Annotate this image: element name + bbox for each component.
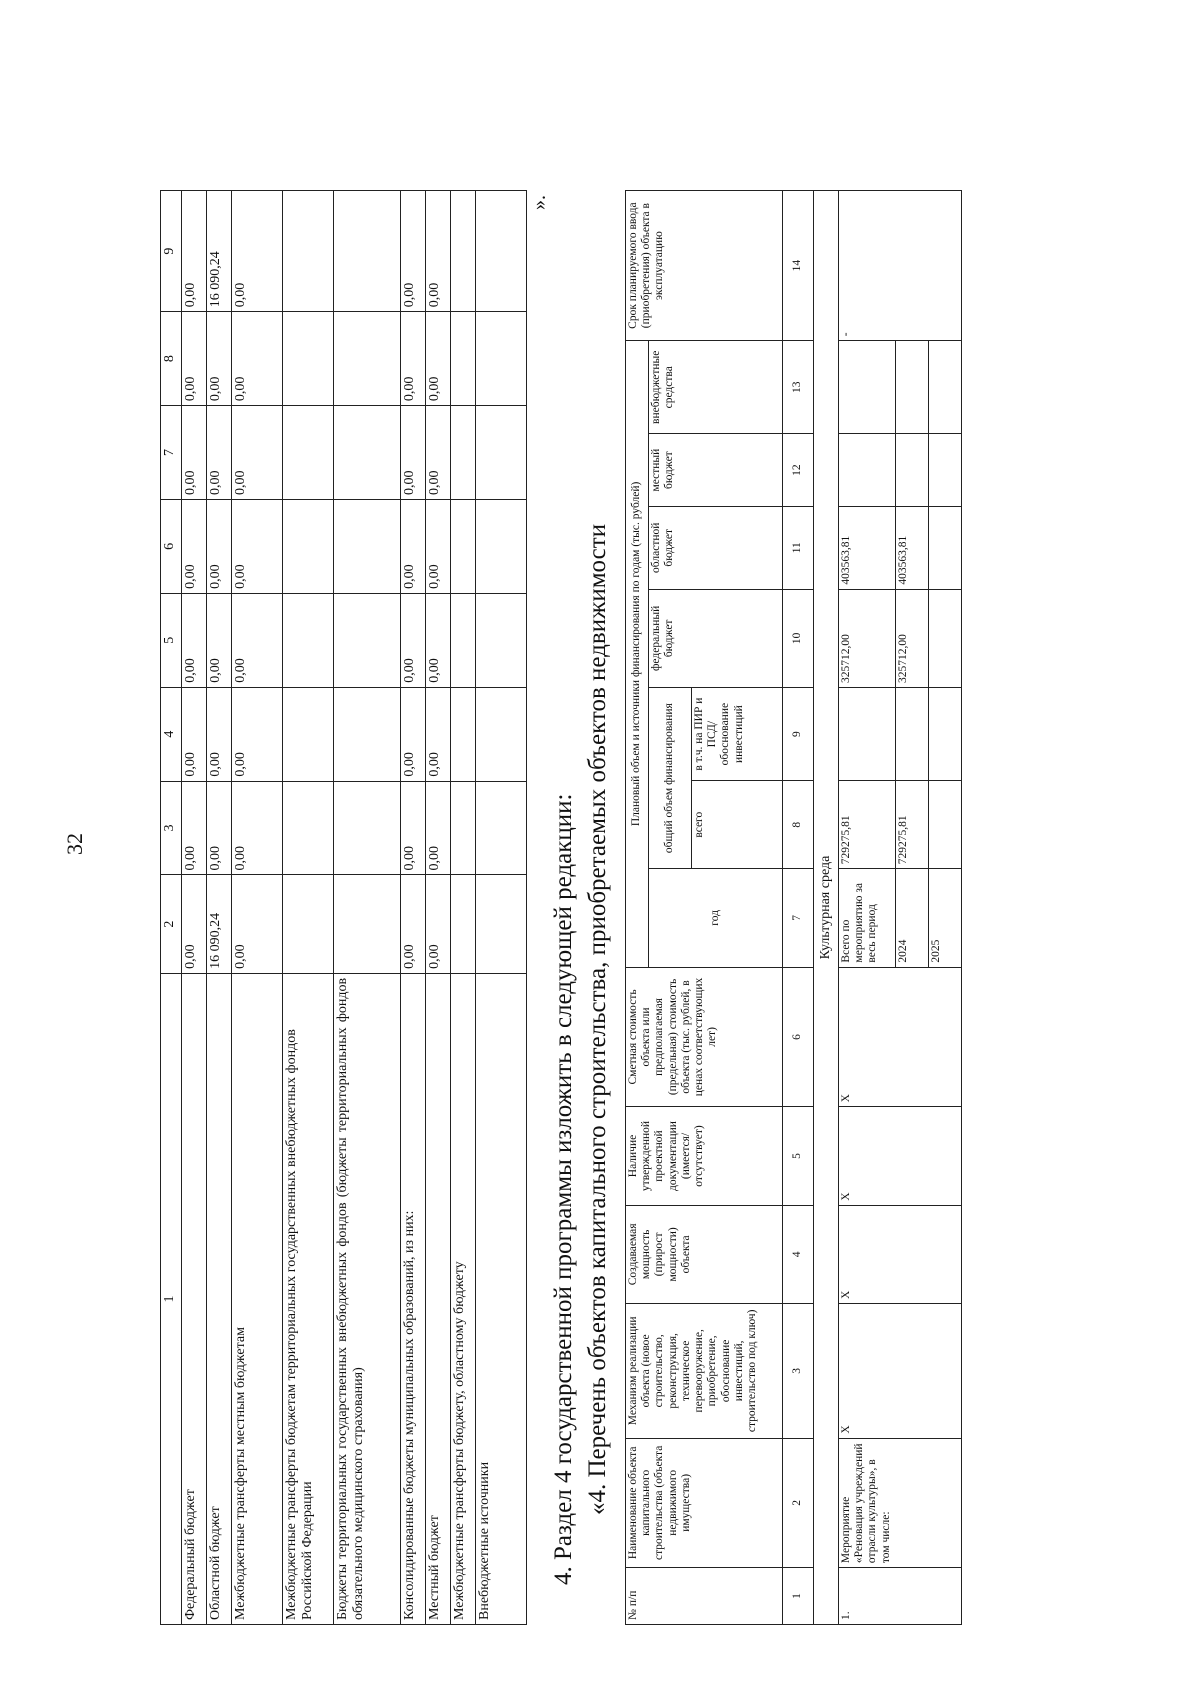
table-header-row: [161, 191, 182, 1625]
cell-value: [283, 687, 334, 781]
table-row: [476, 191, 527, 1625]
cell-value: [334, 781, 401, 875]
column-number: 2: [161, 875, 182, 973]
cell-value: [476, 406, 527, 500]
column-number: 4: [161, 687, 182, 781]
row-label: Межбюджетные трансферты бюджету, областному бюджету: [451, 973, 476, 1624]
row-federal: [929, 589, 962, 687]
cell-value: 0,00: [426, 593, 451, 687]
row-year: 2024: [896, 869, 929, 967]
cell-value: [476, 875, 527, 973]
cell-value: 0,00: [207, 406, 232, 500]
row-regional: 403563,81: [896, 506, 929, 589]
cell-value: 0,00: [426, 191, 451, 312]
header-object-name: Наименование объекта капитального строительства (объекта недвижимого имущества): [626, 1438, 783, 1567]
row-local: [839, 434, 896, 506]
table-row: [207, 191, 232, 1625]
cell-value: [451, 781, 476, 875]
cell-value: 0,00: [232, 406, 283, 500]
cell-value: [451, 191, 476, 312]
cell-value: 0,00: [182, 875, 207, 973]
row-total: [929, 781, 962, 869]
capital-construction-table: [625, 190, 962, 1625]
budget-sources-table: [160, 190, 527, 1625]
row-project-docs: Х: [839, 1107, 962, 1205]
header-total-financing: общий объем финансирования: [649, 688, 692, 869]
cell-value: [283, 406, 334, 500]
column-number: 5: [783, 1107, 814, 1205]
table-row: [426, 191, 451, 1625]
cell-value: 0,00: [426, 499, 451, 593]
column-number: 7: [783, 869, 814, 967]
cell-value: 0,00: [207, 687, 232, 781]
row-year: 2025: [929, 869, 962, 967]
cell-value: 16 090,24: [207, 875, 232, 973]
cell-value: 0,00: [207, 312, 232, 406]
cell-value: 0,00: [401, 781, 426, 875]
row-mechanism: Х: [839, 1304, 962, 1439]
column-number: 6: [161, 499, 182, 593]
cell-value: [476, 687, 527, 781]
cell-value: 0,00: [401, 499, 426, 593]
column-number: 2: [783, 1438, 814, 1567]
row-label: Внебюджетные источники: [476, 973, 527, 1624]
table-row: [182, 191, 207, 1625]
page-number: 32: [62, 833, 87, 855]
cell-value: [283, 499, 334, 593]
cell-value: 0,00: [182, 781, 207, 875]
cell-value: [476, 312, 527, 406]
cell-value: 0,00: [207, 781, 232, 875]
cell-value: [334, 312, 401, 406]
cell-value: [451, 875, 476, 973]
column-number: 9: [783, 688, 814, 781]
cell-value: [451, 406, 476, 500]
cell-value: [283, 593, 334, 687]
header-federal-budget: федеральный бюджет: [649, 589, 783, 687]
cell-value: 0,00: [401, 406, 426, 500]
column-number: 10: [783, 589, 814, 687]
row-label: Областной бюджет: [207, 973, 232, 1624]
cell-value: 0,00: [426, 406, 451, 500]
header-estimated-cost: Сметная стоимость объекта или предполагаемая (предельная) стоимость объекта (тыс. рублей, в ценах соответствующих лет): [626, 967, 783, 1107]
row-estimated-cost: Х: [839, 967, 962, 1107]
header-capacity: Создаваемая мощность (прирост мощности) объекта: [626, 1205, 783, 1303]
table-row: [283, 191, 334, 1625]
cell-value: [283, 781, 334, 875]
row-regional: [929, 506, 962, 589]
column-number: 9: [161, 191, 182, 312]
cell-value: [334, 875, 401, 973]
cell-value: [476, 191, 527, 312]
section-title: «4. Перечень объектов капитального строительства, приобретаемых объектов недвижимости: [584, 523, 611, 1515]
cell-value: 0,00: [232, 499, 283, 593]
cell-value: 0,00: [207, 593, 232, 687]
cell-value: 0,00: [232, 687, 283, 781]
row-regional: 403563,81: [839, 506, 896, 589]
amendment-heading: 4. Раздел 4 государственной программы изложить в следующей редакции:: [550, 793, 577, 1585]
section-row: [814, 191, 839, 1625]
column-number: 3: [783, 1304, 814, 1439]
row-extrabudgetary: [839, 341, 896, 434]
row-label: Федеральный бюджет: [182, 973, 207, 1624]
cell-value: [476, 781, 527, 875]
column-number: 8: [161, 312, 182, 406]
header-planned-financing: Плановый объем и источники финансирования по годам (тыс. рублей): [626, 341, 649, 967]
column-number: 8: [783, 781, 814, 869]
row-federal: 325712,00: [896, 589, 929, 687]
row-label: Бюджеты территориальных государственных внебюджетных фондов (бюджеты территориальных фондов обязательного медицинского страхования): [334, 973, 401, 1624]
column-number: 11: [783, 506, 814, 589]
column-number: 13: [783, 341, 814, 434]
cell-value: 0,00: [182, 499, 207, 593]
row-local: [929, 434, 962, 506]
cell-value: [283, 875, 334, 973]
row-pir: [929, 688, 962, 781]
column-number: 4: [783, 1205, 814, 1303]
row-object-name: Мероприятие «Реновация учреждений отрасли культуры», в том числе:: [839, 1438, 962, 1567]
cell-value: [334, 191, 401, 312]
column-number: 12: [783, 434, 814, 506]
table-row: [401, 191, 426, 1625]
cell-value: [283, 312, 334, 406]
header-year: год: [649, 869, 783, 967]
row-commissioning-term: -: [839, 191, 962, 341]
row-num: 1.: [839, 1568, 962, 1625]
cell-value: 0,00: [232, 312, 283, 406]
section-title-cell: Культурная среда: [814, 191, 839, 1625]
cell-value: [451, 499, 476, 593]
cell-value: 0,00: [401, 312, 426, 406]
cell-value: 16 090,24: [207, 191, 232, 312]
cell-value: 0,00: [232, 593, 283, 687]
row-label: Межбюджетные трансферты местным бюджетам: [232, 973, 283, 1624]
column-number: 6: [783, 967, 814, 1107]
header-total: всего: [692, 781, 783, 869]
cell-value: 0,00: [401, 687, 426, 781]
row-pir: [839, 688, 896, 781]
closing-quote: ».: [528, 195, 550, 210]
cell-value: 0,00: [426, 687, 451, 781]
column-number: 7: [161, 406, 182, 500]
cell-value: 0,00: [426, 875, 451, 973]
cell-value: [451, 687, 476, 781]
column-number: 5: [161, 593, 182, 687]
column-number: 1: [783, 1568, 814, 1625]
row-capacity: Х: [839, 1205, 962, 1303]
row-local: [896, 434, 929, 506]
table-header-row: [626, 191, 649, 1625]
cell-value: [451, 312, 476, 406]
cell-value: [334, 499, 401, 593]
cell-value: 0,00: [426, 312, 451, 406]
column-number: 3: [161, 781, 182, 875]
cell-value: 0,00: [401, 191, 426, 312]
cell-value: 0,00: [401, 593, 426, 687]
row-label: Местный бюджет: [426, 973, 451, 1624]
cell-value: [334, 593, 401, 687]
cell-value: [283, 191, 334, 312]
cell-value: 0,00: [182, 593, 207, 687]
header-num: № п/п: [626, 1568, 783, 1625]
cell-value: [334, 406, 401, 500]
cell-value: 0,00: [401, 875, 426, 973]
cell-value: [476, 499, 527, 593]
row-extrabudgetary: [896, 341, 929, 434]
cell-value: 0,00: [182, 191, 207, 312]
column-numbers-row: [783, 191, 814, 1625]
table-row: [334, 191, 401, 1625]
header-extrabudgetary: внебюджетные средства: [649, 341, 783, 434]
cell-value: 0,00: [182, 687, 207, 781]
column-number: 1: [161, 973, 182, 1624]
cell-value: 0,00: [182, 406, 207, 500]
header-local-budget: местный бюджет: [649, 434, 783, 506]
cell-value: 0,00: [182, 312, 207, 406]
header-mechanism: Механизм реализации объекта (новое строительство, реконструкция, техническое перевооружение, приобретение, обоснование инвестиций, строительство под ключ): [626, 1304, 783, 1439]
header-project-docs: Наличие утвержденной проектной документации (имеется/ отсутствует): [626, 1107, 783, 1205]
header-regional-budget: областной бюджет: [649, 506, 783, 589]
column-number: 14: [783, 191, 814, 341]
cell-value: [476, 593, 527, 687]
table-row: [839, 191, 896, 1625]
row-label: Консолидированные бюджеты муниципальных образований, из них:: [401, 973, 426, 1624]
cell-value: [451, 593, 476, 687]
row-label: Межбюджетные трансферты бюджетам территориальных государственных внебюджетных фондов Российской Федерации: [283, 973, 334, 1624]
header-pir: в т.ч. на ПИР и ПСД/ обоснование инвестиций: [692, 688, 783, 781]
cell-value: 0,00: [232, 191, 283, 312]
row-pir: [896, 688, 929, 781]
header-commissioning-term: Срок планируемого ввода (приобретения) объекта в эксплуатацию: [626, 191, 783, 341]
row-extrabudgetary: [929, 341, 962, 434]
cell-value: 0,00: [426, 781, 451, 875]
table-row: [232, 191, 283, 1625]
cell-value: 0,00: [207, 499, 232, 593]
table-row: [451, 191, 476, 1625]
cell-value: 0,00: [232, 781, 283, 875]
row-total: 729275,81: [839, 781, 896, 869]
cell-value: [334, 687, 401, 781]
row-year: Всего по мероприятию за весь период: [839, 869, 896, 967]
cell-value: 0,00: [232, 875, 283, 973]
row-federal: 325712,00: [839, 589, 896, 687]
rotated-page-content: [20, 190, 1155, 1625]
row-total: 729275,81: [896, 781, 929, 869]
